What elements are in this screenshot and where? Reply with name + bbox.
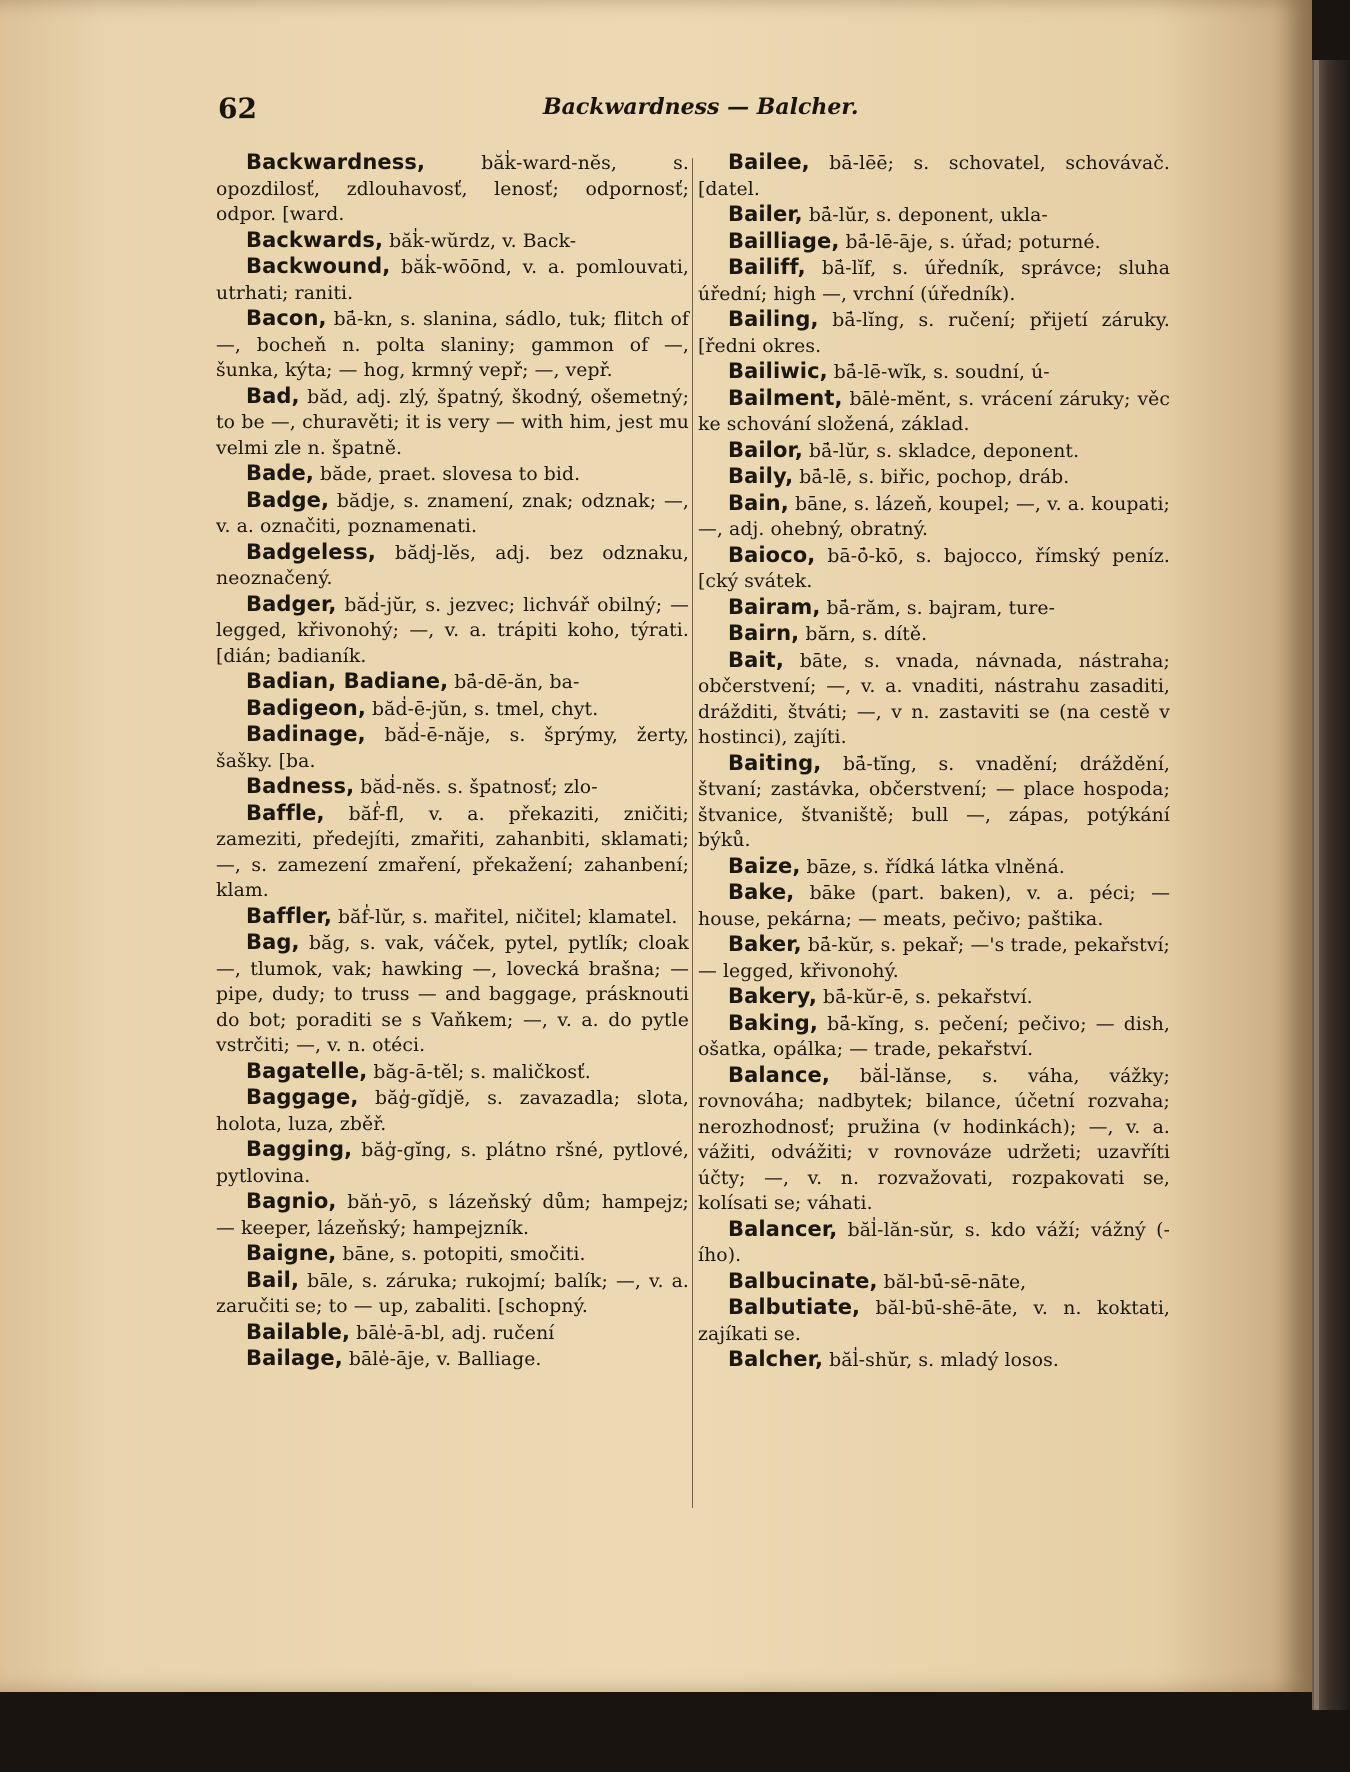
entry-definition: băg-ā-tĕl; s. maličkosť. [367, 1061, 591, 1083]
entry-definition: bā̍-kn, s. slanina, sádlo, tuk; flitch of —, bocheň n. polta slaniny; gammon of —, šunka, kýta; — hog, krmný vepř; —, vepř. [216, 309, 689, 381]
dictionary-entry [698, 854, 1170, 881]
entry-headword: Bacon, [246, 306, 327, 330]
entry-definition: bā̍-lē-āje, s. úřad; poturné. [839, 231, 1101, 253]
entry-headword: Badinage, [246, 722, 366, 746]
entry-headword: Backwardness, [246, 150, 426, 174]
dictionary-entry [698, 984, 1170, 1011]
entry-definition: bā̍-lĭf, s. úředník, správce; sluha úřední; high —, vrchní (úředník). [698, 258, 1170, 305]
entry-headword: Bad, [246, 383, 300, 408]
dictionary-entry [698, 932, 1170, 984]
entry-headword: Balbutiate, [728, 1295, 861, 1319]
dictionary-entry [698, 386, 1170, 438]
entry-definition: bāne, s. potopiti, smočiti. [336, 1244, 586, 1265]
entry-headword: Bailment, [728, 385, 843, 410]
entry-headword: Bailor, [728, 437, 803, 462]
page-number: 62 [218, 92, 257, 125]
entry-definition: bāne, s. lázeň, koupel; —, v. a. koupati; —, adj. ohebný, obratný. [698, 493, 1170, 540]
entry-definition: băde, praet. slovesa to bid. [313, 464, 581, 485]
left-column [216, 150, 689, 1373]
entry-definition: bāle̍-āje, v. Balliage. [342, 1349, 542, 1370]
entry-headword: Balancer, [728, 1216, 838, 1241]
entry-headword: Bailable, [246, 1319, 351, 1344]
entry-headword: Bailliage, [728, 228, 840, 253]
dictionary-entry [216, 1137, 689, 1189]
entry-definition: bā-lēē; s. schovatel, schovávač. [datel. [698, 153, 1170, 200]
entry-headword: Baize, [728, 853, 801, 878]
entry-headword: Baiting, [728, 750, 822, 775]
entry-definition: bāle̍-ā-bl, adj. ručení [350, 1322, 555, 1344]
entry-definition: bāze, s. řídká látka vlněná. [800, 856, 1065, 878]
dictionary-entry [216, 722, 689, 774]
entry-headword: Baffler, [246, 903, 332, 928]
entry-definition: bā̍-lŭr, s. skladce, deponent. [802, 440, 1080, 462]
dictionary-entry [698, 1063, 1170, 1217]
dictionary-entry [698, 751, 1170, 854]
dictionary-entry [216, 930, 689, 1059]
entry-headword: Bailage, [246, 1346, 343, 1370]
entry-definition: bā̍-kĭng, s. pečení; pečivo; — dish, ošatka, opálka; — trade, pekařství. [698, 1013, 1170, 1060]
entry-definition: bā̍-kŭr, s. pekař; —'s trade, pekařství; — legged, křivonohý. [698, 935, 1170, 982]
dictionary-entry [216, 774, 689, 801]
entry-definition: bā̍-dē-ăn, ba- [448, 672, 580, 693]
entry-headword: Bagatelle, [246, 1058, 368, 1083]
dictionary-entry [698, 1011, 1170, 1063]
entry-definition: băg̍-gĭng, s. plátno ršné, pytlové, pytlovina. [216, 1140, 689, 1187]
entry-definition: bā̍-lē, s. biřic, pochop, dráb. [793, 467, 1070, 488]
dictionary-entry [698, 359, 1170, 386]
dictionary-entry [216, 801, 689, 904]
entry-definition: bărn, s. dítě. [799, 624, 928, 645]
dictionary-entry [216, 1059, 689, 1086]
entry-definition: bā̍-răm, s. bajram, ture- [820, 597, 1056, 619]
entry-definition: băg, s. vak, váček, pytel, pytlík; cloak —, tlumok, vak; hawking —, lovecká brašna; — pipe, dudy; to truss — and baggage, prásknouti do bot; poraditi se s Vaňkem; —, v. a. do pytle vstrčiti; —, v. n. otéci. [216, 933, 689, 1056]
entry-definition: bā̍-lŭr, s. deponent, ukla- [802, 205, 1048, 226]
dictionary-entry [698, 648, 1170, 751]
entry-headword: Balance, [728, 1062, 830, 1087]
entry-headword: Baffle, [246, 800, 325, 825]
entry-definition: bāle, s. záruka; rukojmí; balík; —, v. a. zaručiti se; to — up, zabaliti. [schopný. [216, 1270, 689, 1317]
entry-headword: Backwards, [246, 227, 384, 252]
dictionary-entry [698, 621, 1170, 648]
entry-headword: Badge, [246, 487, 330, 512]
entry-definition: băd̍-nĕs. s. špatnosť; zlo- [354, 777, 598, 798]
entry-headword: Bag, [246, 930, 300, 954]
entry-definition: bāle̍-mĕnt, s. vrácení záruky; věc ke schování složená, základ. [698, 388, 1170, 435]
entry-definition: bā̍-kŭr-ē, s. pekařství. [816, 987, 1033, 1008]
entry-headword: Bait, [728, 647, 784, 672]
entry-headword: Baioco, [728, 542, 816, 567]
page-header [218, 92, 1218, 132]
entry-headword: Badigeon, [246, 695, 366, 720]
dictionary-entry [698, 255, 1170, 307]
entry-definition: băg̍-gĭdjĕ, s. zavazadla; slota, holota, luza, zběř. [216, 1088, 689, 1135]
dictionary-entry [698, 1347, 1170, 1374]
entry-headword: Bailiff, [728, 255, 806, 279]
entry-headword: Bagnio, [246, 1189, 337, 1213]
entry-definition: băf̍-fl, v. a. překaziti, zničiti; zameziti, předejíti, zmařiti, zahanbiti, sklamati; —, s. zamezení zmaření, překažení; zahanbení; klam. [216, 803, 689, 901]
dictionary-entry [698, 543, 1170, 595]
entry-headword: Bailer, [728, 202, 803, 226]
dictionary-entry [698, 1269, 1170, 1296]
entry-definition: bāte, s. vnada, návnada, nástraha; občerstvení; —, v. a. vnaditi, nástrahu zasaditi, drážditi, štváti; —, v n. zastaviti se (na cestě v hostinci), zajíti. [698, 650, 1170, 748]
dictionary-entry [216, 150, 689, 228]
dictionary-entry [216, 228, 689, 255]
entry-definition: băd̍-jŭr, s. jezvec; lichvář obilný; — legged, křivonohý; —, v. a. trápiti koho, týrati. [dián; badianík. [216, 594, 689, 667]
entry-headword: Bakery, [728, 984, 817, 1008]
entry-definition: bădje, s. znamení, znak; odznak; —, v. a. označiti, poznamenati. [216, 490, 689, 537]
entry-headword: Bail, [246, 1267, 300, 1292]
entry-definition: băl̍-lăn-sŭr, s. kdo váží; vážný (-ího). [698, 1219, 1170, 1266]
dictionary-entry [698, 595, 1170, 622]
entry-headword: Baggage, [246, 1085, 359, 1109]
dictionary-entry [216, 1085, 689, 1137]
dictionary-entry [216, 1320, 689, 1347]
entry-definition: băf̍-lŭr, s. mařitel, ničitel; klamatel. [331, 906, 678, 928]
entry-definition: bā̍-lē-wĭk, s. soudní, ú- [827, 362, 1050, 383]
entry-definition: bāke (part. baken), v. a. péci; — house, pekárna; — meats, pečivo; paštika. [698, 883, 1170, 930]
entry-headword: Balcher, [728, 1347, 824, 1371]
right-column [698, 150, 1170, 1374]
entry-definition: băl̍-lănse, s. váha, vážky; rovnováha; nadbytek; bilance, účetní rozvaha; nerozhodnosť; pružina (v hodinkách); —, v. a. vážiti, odvážiti; v rovnováze udržeti; uzavříti účty; —, v. n. rozvažovati, rozpakovati se, kolísati se; váhati. [698, 1065, 1170, 1214]
dictionary-entry [698, 150, 1170, 202]
dictionary-entry [698, 202, 1170, 229]
entry-headword: Balbucinate, [728, 1268, 878, 1293]
dictionary-entry [698, 491, 1170, 543]
entry-headword: Baily, [728, 464, 794, 488]
entry-headword: Bade, [246, 461, 314, 485]
entry-definition: băk̍-wŭrdz, v. Back- [383, 230, 577, 252]
entry-headword: Badian, Badiane, [246, 669, 449, 693]
dictionary-entry [698, 1295, 1170, 1347]
dictionary-entry [698, 307, 1170, 359]
entry-definition: băk̍-ward-nĕs, s. opozdilosť, zdlouhavosť, lenosť; odpornosť; odpor. [ward. [216, 153, 689, 225]
entry-headword: Baker, [728, 932, 802, 956]
dictionary-entry [216, 384, 689, 462]
dictionary-entry [216, 1241, 689, 1268]
dictionary-entry [698, 438, 1170, 465]
entry-definition: băd̍-ē-jŭn, s. tmel, chyt. [365, 698, 599, 720]
entry-definition: băl-bū̍-shē-āte, v. n. koktati, zajíkati se. [698, 1298, 1170, 1345]
entry-headword: Bailing, [728, 307, 819, 331]
dictionary-entry [216, 1268, 689, 1320]
dictionary-entry [216, 306, 689, 384]
entry-definition: băl-bū̍-sē-nāte, [877, 1271, 1027, 1293]
entry-headword: Baigne, [246, 1241, 337, 1265]
dictionary-entry [216, 488, 689, 540]
dictionary-entry [216, 1189, 689, 1241]
dictionary-entry [216, 254, 689, 306]
dictionary-entry [216, 461, 689, 488]
entry-headword: Bailiwic, [728, 359, 828, 383]
dictionary-entry [698, 229, 1170, 256]
dictionary-entry [698, 880, 1170, 932]
entry-definition: băd, adj. zlý, špatný, škodný, ošemetný; to be —, churavěti; it is very — with him, jest mu velmi zle n. špatně. [216, 386, 689, 459]
entry-definition: bădj̍-lĕs, adj. bez odznaku, neoznačený. [216, 542, 689, 589]
dictionary-entry [216, 1346, 689, 1373]
dictionary-entry [216, 540, 689, 592]
book-binding-edge [1312, 60, 1350, 1710]
entry-definition: bā̍-tĭng, s. vnadění; dráždění, štvaní; zastávka, občerstvení; — place hospoda; štvanice, štvaniště; bull —, zápas, potýkání býků. [698, 753, 1170, 851]
entry-definition: băd̍-ē-năje, s. šprýmy, žerty, šašky. [ba. [216, 725, 689, 772]
entry-headword: Bairn, [728, 621, 800, 645]
entry-headword: Bairam, [728, 594, 821, 619]
dictionary-entry [216, 696, 689, 723]
entry-definition: băl̍-shŭr, s. mladý losos. [823, 1350, 1059, 1371]
dictionary-entry [216, 904, 689, 931]
entry-headword: Badness, [246, 774, 355, 798]
entry-definition: băn̍-yō, s lázeňský dům; hampejz; — keeper, lázeňský; hampejzník. [216, 1192, 689, 1239]
entry-headword: Bailee, [728, 150, 810, 174]
entry-headword: Baking, [728, 1010, 819, 1035]
entry-definition: bā-ō̍-kō, s. bajocco, římský peníz. [cký svátek. [698, 545, 1170, 592]
dictionary-entry [216, 592, 689, 670]
dictionary-entry [698, 1217, 1170, 1269]
column-divider [692, 158, 693, 1508]
running-head: Backwardness — Balcher. [543, 94, 859, 120]
entry-headword: Bain, [728, 490, 789, 515]
entry-headword: Bake, [728, 880, 795, 904]
entry-headword: Bagging, [246, 1137, 353, 1161]
dictionary-entry [698, 464, 1170, 491]
entry-definition: bā̍-lĭng, s. ručení; přijetí záruky. [ředni okres. [698, 310, 1170, 357]
dictionary-entry [216, 669, 689, 696]
entry-headword: Backwound, [246, 254, 391, 278]
entry-headword: Badger, [246, 591, 337, 616]
entry-headword: Badgeless, [246, 539, 376, 564]
entry-definition: băk̍-wōōnd, v. a. pomlouvati, utrhati; raniti. [216, 257, 689, 304]
